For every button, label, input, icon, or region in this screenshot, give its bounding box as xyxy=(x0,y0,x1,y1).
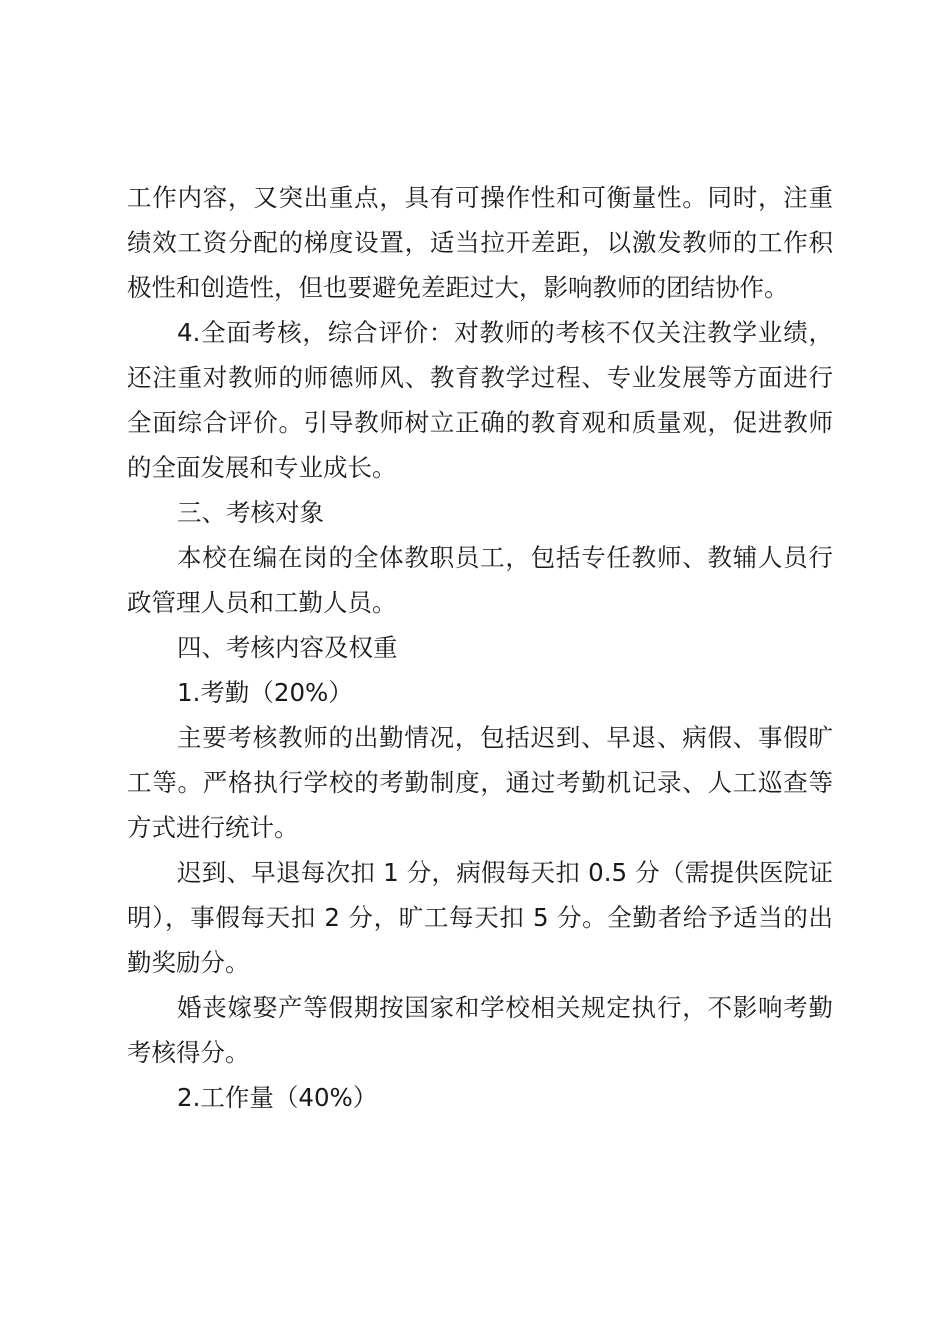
section-heading-assessment-content: 四、考核内容及权重 xyxy=(177,633,398,662)
paragraph-assessment-target: 本校在编在岗的全体教职员工，包括专任教师、教辅人员行政管理人员和工勤人员。 xyxy=(127,543,833,617)
paragraph-comprehensive-assessment: 4.全面考核，综合评价：对教师的考核不仅关注教学业绩，还注重对教师的师德师风、教育教学过程、专业发展等方面进行全面综合评价。引导教师树立正确的教育观和质量观，促进教师的全面发展和专业成长。 xyxy=(127,318,833,482)
paragraph-continuation: 工作内容，又突出重点，具有可操作性和可衡量性。同时，注重绩效工资分配的梯度设置，适当拉开差距，以激发教师的工作积极性和创造性，但也要避免差距过大，影响教师的团结协作。 xyxy=(127,183,833,302)
subheading-attendance: 1.考勤（20%） xyxy=(177,678,353,707)
paragraph-leave-policy: 婚丧嫁娶产等假期按国家和学校相关规定执行，不影响考勤考核得分。 xyxy=(127,993,833,1067)
paragraph-attendance-overview: 主要考核教师的出勤情况，包括迟到、早退、病假、事假旷工等。严格执行学校的考勤制度，通过考勤机记录、人工巡查等方式进行统计。 xyxy=(127,723,833,842)
document-body xyxy=(127,175,833,1120)
subheading-workload: 2.工作量（40%） xyxy=(177,1083,378,1112)
paragraph-attendance-deductions: 迟到、早退每次扣 1 分，病假每天扣 0.5 分（需提供医院证明），事假每天扣 2 分，旷工每天扣 5 分。全勤者给予适当的出勤奖励分。 xyxy=(127,858,833,977)
section-heading-assessment-target: 三、考核对象 xyxy=(177,498,324,527)
